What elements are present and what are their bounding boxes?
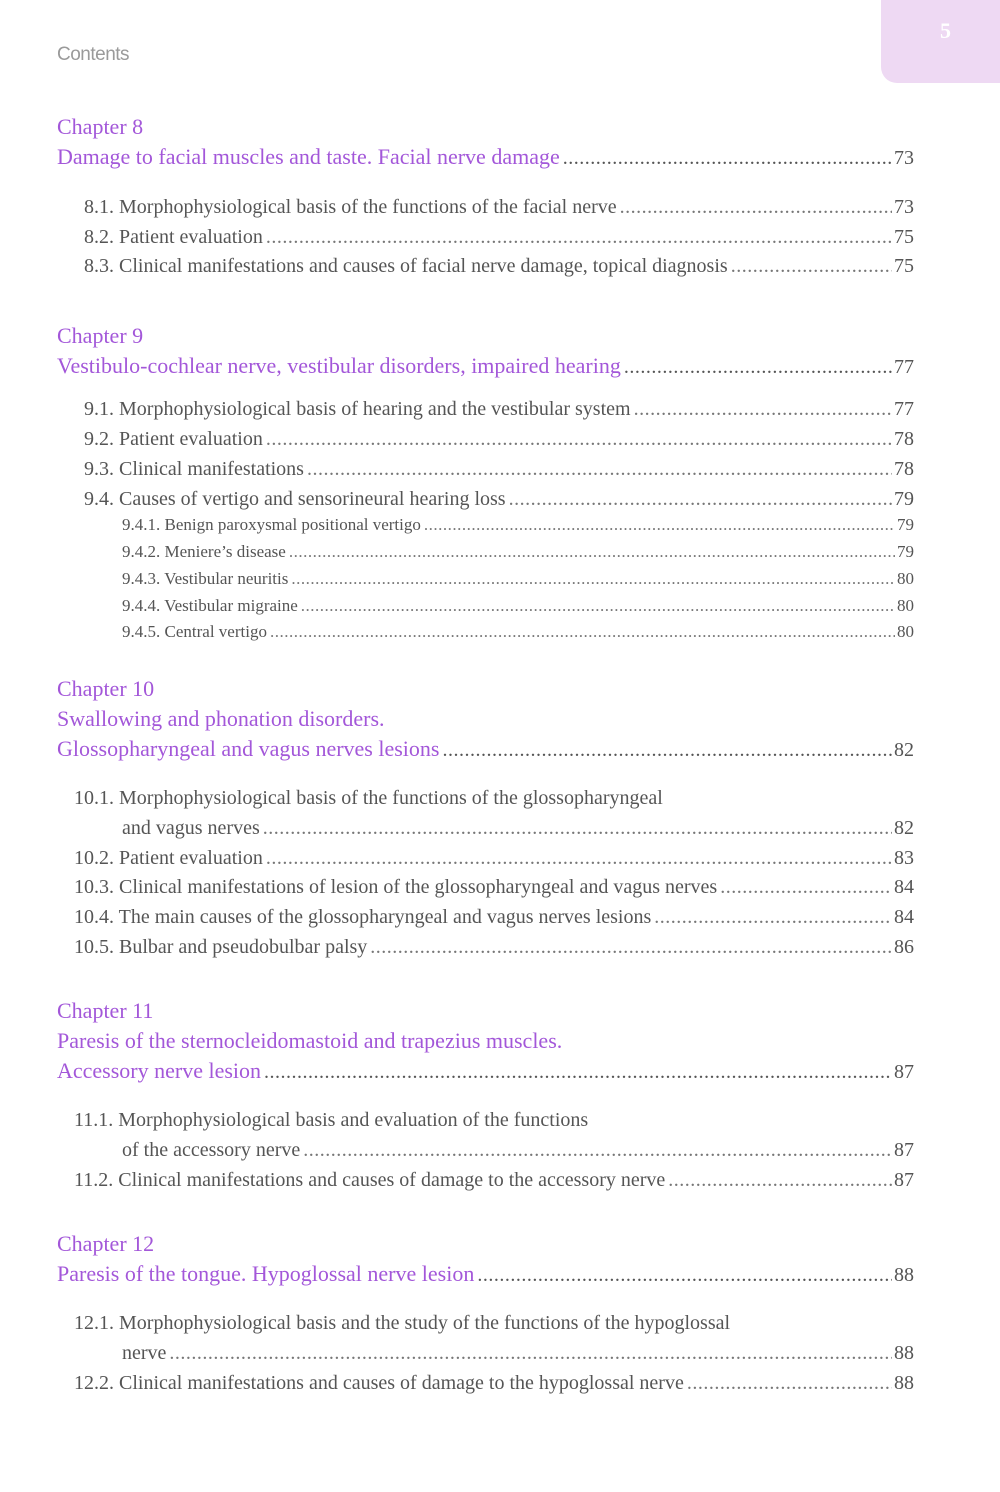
- dot-leader: [668, 1169, 892, 1192]
- entry-title: Damage to facial muscles and taste. Facial nerve damage: [57, 144, 560, 169]
- page-ref: 87: [894, 1169, 914, 1191]
- section-entry: [122, 1139, 914, 1162]
- dot-leader: [477, 1264, 892, 1287]
- page-ref: 75: [894, 255, 914, 277]
- entry-title: 9.3. Clinical manifestations: [84, 458, 304, 480]
- page-ref: 73: [894, 196, 914, 218]
- dot-leader: [624, 356, 892, 379]
- chapter-title: [57, 353, 914, 379]
- dot-leader: [687, 1372, 892, 1395]
- subsection-entry: [122, 622, 914, 642]
- entry-title: and vagus nerves: [122, 817, 260, 839]
- entry-title: 10.5. Bulbar and pseudobulbar palsy: [74, 936, 368, 958]
- page-ref: 82: [894, 739, 914, 761]
- section-entry: [84, 398, 914, 421]
- subsection-entry: [122, 515, 914, 535]
- section-entry: [74, 876, 914, 899]
- page-ref: 75: [894, 226, 914, 248]
- section-entry: [74, 1372, 914, 1395]
- entry-title: 9.4.1. Benign paroxysmal positional vertigo: [122, 515, 421, 534]
- page-ref: 82: [894, 817, 914, 839]
- entry-title: 8.1. Morphophysiological basis of the functions of the facial nerve: [84, 196, 617, 218]
- dot-leader: [731, 255, 892, 278]
- entry-title: 10.4. The main causes of the glossopharyngeal and vagus nerves lesions: [74, 906, 652, 928]
- dot-leader: [266, 847, 892, 870]
- section-entry: [74, 847, 914, 870]
- page-ref: 79: [897, 542, 914, 561]
- page-ref: 84: [894, 876, 914, 898]
- entry-title: 10.2. Patient evaluation: [74, 847, 263, 869]
- chapter-title: [57, 736, 914, 762]
- dot-leader: [563, 147, 892, 170]
- page-ref: 80: [897, 622, 914, 641]
- section-entry-line: 11.1. Morphophysiological basis and evaluation of the functions: [74, 1109, 589, 1131]
- dot-leader: [370, 936, 892, 959]
- page-ref: 86: [894, 936, 914, 958]
- section-entry: [122, 1342, 914, 1365]
- page-ref: 77: [894, 398, 914, 420]
- section-entry: [84, 196, 914, 219]
- entry-title: 9.4.5. Central vertigo: [122, 622, 267, 641]
- page-ref: 77: [894, 356, 914, 378]
- dot-leader: [291, 569, 895, 589]
- section-entry: [84, 488, 914, 511]
- section-entry: [84, 255, 914, 278]
- entry-title: 9.4. Causes of vertigo and sensorineural hearing loss: [84, 488, 506, 510]
- dot-leader: [169, 1342, 892, 1365]
- dot-leader: [654, 906, 892, 929]
- entry-title: Glossopharyngeal and vagus nerves lesions: [57, 736, 440, 761]
- section-entry: [74, 1169, 914, 1192]
- dot-leader: [266, 226, 892, 249]
- page-ref: 79: [897, 515, 914, 534]
- page-ref: 88: [894, 1372, 914, 1394]
- section-entry: [84, 428, 914, 451]
- dot-leader: [266, 428, 892, 451]
- chapter-label: Chapter 12: [57, 1231, 155, 1256]
- chapter-title-line: Paresis of the sternocleidomastoid and trapezius muscles.: [57, 1028, 563, 1053]
- dot-leader: [264, 1061, 892, 1084]
- page-ref: 73: [894, 147, 914, 169]
- entry-title: 11.2. Clinical manifestations and causes of damage to the accessory nerve: [74, 1169, 666, 1191]
- section-entry-line: 12.1. Morphophysiological basis and the study of the functions of the hypoglossal: [74, 1312, 731, 1334]
- subsection-entry: [122, 542, 914, 562]
- chapter-title: [57, 1058, 914, 1084]
- entry-title: Vestibulo-cochlear nerve, vestibular disorders, impaired hearing: [57, 353, 621, 378]
- section-entry: [84, 458, 914, 481]
- entry-title: nerve: [122, 1342, 167, 1364]
- chapter-label: Chapter 8: [57, 114, 144, 139]
- entry-title: 9.4.2. Meniere’s disease: [122, 542, 286, 561]
- chapter-title: [57, 144, 914, 170]
- entry-title: 9.4.4. Vestibular migraine: [122, 596, 298, 615]
- page-ref: 88: [894, 1342, 914, 1364]
- dot-leader: [620, 196, 892, 219]
- entry-title: 9.2. Patient evaluation: [84, 428, 263, 450]
- chapter-label: Chapter 10: [57, 676, 155, 701]
- page-ref: 84: [894, 906, 914, 928]
- chapter-label: Chapter 11: [57, 998, 154, 1023]
- running-head: Contents: [57, 44, 130, 65]
- page-ref: 87: [894, 1139, 914, 1161]
- subsection-entry: [122, 569, 914, 589]
- section-entry: [74, 906, 914, 929]
- entry-title: Accessory nerve lesion: [57, 1058, 262, 1083]
- page-ref: 78: [894, 458, 914, 480]
- dot-leader: [270, 622, 895, 642]
- section-entry: [122, 817, 914, 840]
- dot-leader: [442, 739, 892, 762]
- entry-title: 12.2. Clinical manifestations and causes of damage to the hypoglossal nerve: [74, 1372, 684, 1394]
- entry-title: 10.3. Clinical manifestations of lesion of the glossopharyngeal and vagus nerves: [74, 876, 718, 898]
- dot-leader: [301, 596, 895, 616]
- section-entry: [84, 226, 914, 249]
- entry-title: Paresis of the tongue. Hypoglossal nerve lesion: [57, 1261, 475, 1286]
- chapter-title: [57, 1261, 914, 1287]
- dot-leader: [289, 542, 895, 562]
- chapter-title-line: Swallowing and phonation disorders.: [57, 706, 385, 731]
- dot-leader: [424, 515, 895, 535]
- section-entry: [74, 936, 914, 959]
- chapter-label: Chapter 9: [57, 323, 144, 348]
- page-number: 5: [940, 18, 951, 43]
- subsection-entry: [122, 596, 914, 616]
- entry-title: 9.4.3. Vestibular neuritis: [122, 569, 289, 588]
- dot-leader: [509, 488, 892, 511]
- section-entry-line: 10.1. Morphophysiological basis of the functions of the glossopharyngeal: [74, 787, 663, 809]
- page-ref: 87: [894, 1061, 914, 1083]
- page-ref: 80: [897, 596, 914, 615]
- entry-title: of the accessory nerve: [122, 1139, 301, 1161]
- page-ref: 83: [894, 847, 914, 869]
- page-ref: 88: [894, 1264, 914, 1286]
- entry-title: 8.2. Patient evaluation: [84, 226, 263, 248]
- entry-title: 8.3. Clinical manifestations and causes of facial nerve damage, topical diagnosis: [84, 255, 728, 277]
- dot-leader: [720, 876, 892, 899]
- page-ref: 80: [897, 569, 914, 588]
- entry-title: 9.1. Morphophysiological basis of hearing and the vestibular system: [84, 398, 631, 420]
- dot-leader: [634, 398, 892, 421]
- dot-leader: [263, 817, 892, 840]
- dot-leader: [303, 1139, 892, 1162]
- page-ref: 79: [894, 488, 914, 510]
- page-ref: 78: [894, 428, 914, 450]
- dot-leader: [307, 458, 892, 481]
